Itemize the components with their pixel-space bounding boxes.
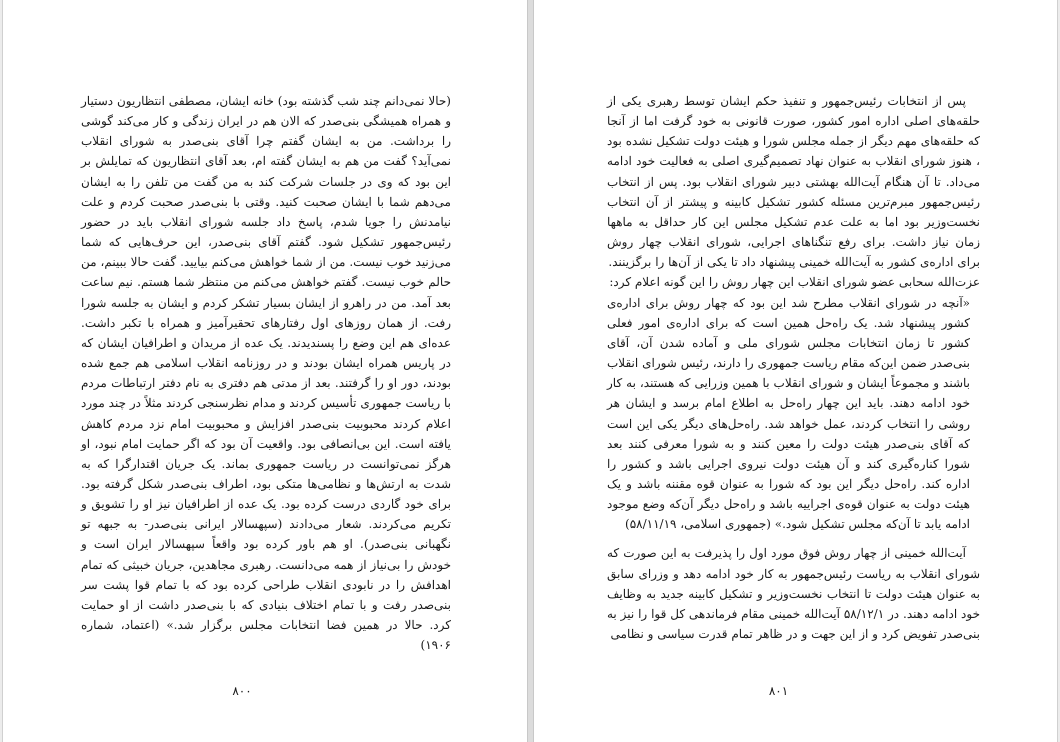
page-number: ۸۰۱ [768,684,789,698]
paragraph: عزت‌الله سحابی عضو شورای انقلاب این چهار روش را این گونه اعلام کرد: [609,275,980,290]
right-page [533,0,1058,742]
paragraph: (حالا نمی‌دانم چند شب گذشته بود) خانه ایشان، مصطفی انتظاریون دستیار و همراه همیشگی بنی‌صدر که الان هم در ایران زندگی و کار می‌کند گوشی را برداشت. من به ایشان گفتم چرا آقای بنی‌صدر به شورای انقلاب نمی‌آید؟ گفت من هم به ایشان گفته ام، بعد آقای انتظاریون که تمایلش بر این بود که وی در جلسات شرکت کند به من گفت من تلفن را به ایشان می‌دهم شما با ایشان صحبت کنید. وقتی با بنی‌صدر صحبت کردم و علت نیامدنش را جویا شدم، پاسخ داد جلسه شورای انقلاب باید در حضور رئیس‌جمهور تشکیل شود. گفتم آقای بنی‌صدر، این حرف‌هایی که شما می‌زنید خوب نیست. من از شما خواهش می‌کنم بیایید. گفت حالا ببینم، من حالم خوب نیست. گفتم خواهش می‌کنم من منتظر شما هستم. نیم ساعت بعد آمد. من در راهرو از ایشان بسیار تشکر کردم و ایشان به جلسه شورا رفت. از همان روزهای اول رفتارهای تحقیرآمیز و همراه با تکبر داشت. عده‌ای هم این وضع را پسندیدند. یک عده از مریدان و اطرافیان ایشان که در پاریس همراه ایشان بودند و در روزنامه انقلاب اسلامی هم جمع شده بودند، دور او را گرفتند. بعد از مدتی هم دفتری به نام دفتر ارتباطات مردم با ریاست جمهوری تأسیس کردند و مدام نظرسنجی کردند مثلاً در چند مورد اعلام کردند محبوبیت بنی‌صدر افزایش و محبوبیت امام نزد مردم کاهش یافته است. این بی‌انصافی بود. واقعیت آن بود که اگر حمایت امام نبود، او هرگز نمی‌توانست در ریاست جمهوری بماند. یک جریان اقتدارگرا که به شدت به ارتش‌ها و نظامی‌ها متکی بود، اطراف بنی‌صدر شکل گرفته بود. برای خود گاردی درست کرده بود. یک عده از اطرافیان نیز او را تشویق و تکریم می‌کردند. شعار می‌دادند (سپهسالار ایرانی بنی‌صدر- به جبهه تو نگهبانی بنی‌صدر). او هم باور کرده بود واقعاً سپهسالار ایران است و خودش را بی‌نیاز از همه می‌دانست. رهبری مجاهدین، جریان خبیثی که تمام اهدافش را در نابودی انقلاب طراحی کرده بود که با تمام قوا پشت سر بنی‌صدر رفت و با تمام اختلاف بنیادی که با بنی‌صدر داشت از او حمایت کرد. حالا در همین فضا انتخابات مجلس برگزار شد.» (اعتماد، شماره ۱۹۰۶) [81,94,451,653]
left-page [2,0,528,742]
quote-paragraph: «آنچه در شورای انقلاب مطرح شد این بود که چهار روش برای اداره‌ی کشور پیشنهاد شد. یک راه‌حل همین است که برای اداره‌ی امور فعلی کشور تا زمان انتخابات مجلس شورای ملی و آماده شدن آن، آقای بنی‌صدر ضمن این‌که مقام ریاست جمهوری را دارند، رئیس شورای انقلاب باشند و مجموعاً ایشان و شورای انقلاب با همین وزرایی که هستند، به کار خود ادامه دهند. باید این چهار راه‌حل به اطلاع امام برسد و ایشان هر روشی را انتخاب کردند، عمل خواهد شد. راه‌حل‌های دیگر یکی این است که آقای بنی‌صدر هیئت دولت را معین کنند و به شورا معرفی کنند بعد شورا کناره‌گیری کند و آن هیئت دولت نیروی اجرایی باشد و کشور را اداره کند. راه‌حل دیگر این بود که شورا به عنوان قوه مقننه باشد و یک هیئت دولت به عنوان قوه‌ی اجراییه باشد و راه‌حل دیگر آن‌که وضع موجود ادامه یابد تا آن‌که مجلس تشکیل شود.» (جمهوری اسلامی، ۵۸/۱۱/۱۹) [607,295,970,532]
right-page-body [607,91,980,644]
page-number: ۸۰۰ [232,684,252,698]
paragraph: آیت‌الله خمینی از چهار روش فوق مورد اول را پذیرفت به این صورت که شورای انقلاب به ریاست رئیس‌جمهور به کار خود ادامه دهد و وزرای سابق به عنوان هیئت دولت تا انتخاب نخست‌وزیر و تشکیل کابینه جدید به وظایف خود ادامه دهند. در ۵۸/۱۲/۱ آیت‌الله خمینی مقام فرماندهی کل قوا را نیز به بنی‌صدر تفویض کرد و از این جهت و در ظاهر تمام قدرت سیاسی و نظامی [607,546,980,642]
paragraph: پس از انتخابات رئیس‌جمهور و تنفیذ حکم ایشان توسط رهبری یکی از حلقه‌های اصلی اداره امور کشور، صورت قانونی به خود گرفت اما از آنجا که حلقه‌های مهم دیگر از جمله مجلس شورا و هیئت دولت تشکیل نشده بود ، هنوز شورای انقلاب به عنوان نهاد تصمیم‌گیری اصلی به فعالیت خود ادامه می‌داد. تا آن هنگام آیت‌الله بهشتی دبیر شورای انقلاب بود. پس از انتخاب رئیس‌جمهور مبرم‌ترین مسئله کشور تشکیل کابینه و پیشتر از آن انتخاب نخست‌وزیر بود اما به علت عدم تشکیل مجلس این کار حداقل به ماهها زمان نیاز داشت. برای رفع تنگناهای اجرایی، شورای انقلاب چهار روش برای اداره‌ی کشور به آیت‌الله خمینی پیشنهاد داد تا یکی از آن‌ها را برگزینند. [607,94,980,270]
left-page-body [81,91,451,655]
